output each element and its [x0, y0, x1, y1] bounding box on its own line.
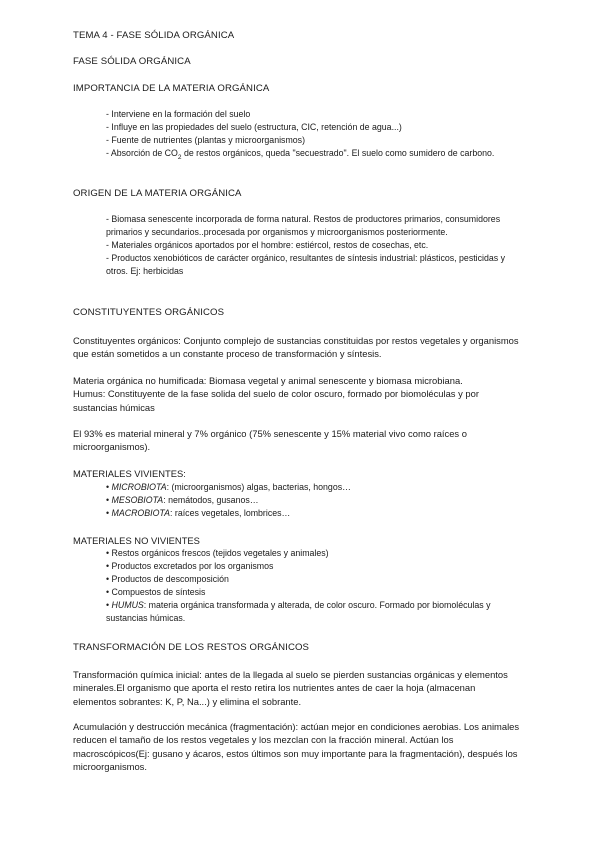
list-item: - Fuente de nutrientes (plantas y microorganismos) [106, 134, 305, 145]
heading-transformacion: TRANSFORMACIÓN DE LOS RESTOS ORGÁNICOS [73, 642, 310, 653]
definition: : (microorganismos) algas, bacterias, hongos… [166, 482, 351, 492]
list-item: - Interviene en la formación del suelo [106, 109, 251, 119]
co2-subscript: 2 [177, 153, 182, 161]
list-importancia [106, 108, 516, 160]
text-humus: Humus: Constituyente de la fase solida del suelo de color oscuro, formado por biomoléculas y por sustancias húmicas [73, 388, 479, 413]
term: MESOBIOTA [111, 494, 164, 505]
paragraph-constituyentes: Constituyentes orgánicos: Conjunto complejo de sustancias constituidas por restos vegetales y organismos que están sometidos a un constante proceso de transformación y síntesis. [73, 335, 519, 360]
list-origen [106, 213, 516, 278]
definition: : nemátodos, gusanos… [163, 494, 259, 505]
list-item-co2 [106, 147, 516, 160]
text-materia-no-humificada: Materia orgánica no humificada: Biomasa vegetal y animal senescente y biomasa microbiana. [73, 375, 463, 386]
bullet: • [106, 599, 112, 610]
term: MICROBIOTA [111, 482, 167, 492]
list-item: • Productos excretados por los organismos [106, 560, 274, 571]
paragraph-materia-humus [73, 374, 521, 414]
list-item [106, 481, 516, 494]
definition: : materia orgánica transformada y alterada, de color oscuro. Formado por biomoléculas y sustancias húmicas. [106, 599, 491, 623]
heading-constituyentes: CONSTITUYENTES ORGÁNICOS [73, 307, 225, 318]
bullet: • [106, 482, 112, 492]
list-item: - Influye en las propiedades del suelo (estructura, CIC, retención de agua...) [106, 121, 402, 132]
term: HUMUS [111, 599, 144, 610]
list-item [106, 494, 516, 507]
heading-importancia: IMPORTANCIA DE LA MATERIA ORGÁNICA [73, 83, 270, 94]
list-item: - Materiales orgánicos aportados por el hombre: estiércol, restos de cosechas, etc. [106, 239, 429, 250]
term: MACROBIOTA [111, 507, 171, 518]
list-item: • Productos de descomposición [106, 573, 229, 584]
bullet: • [106, 507, 112, 518]
list-item: • Compuestos de síntesis [106, 586, 206, 597]
paragraph-acumulacion: Acumulación y destrucción mecánica (fragmentación): actúan mejor en condiciones aerobias. Los animales reducen el tamaño de los restos vegetales y los mezclan con la fracción mineral. Actúan los macroscópicos(Ej: gusano y ácaros, estos últimos son muy importante para la fragmentación), después los microorganismos. [73, 721, 520, 772]
heading-vivientes: MATERIALES VIVIENTES: [73, 468, 186, 479]
co2-text-after: de restos orgánicos, queda "secuestrado". El suelo como sumidero de carbono. [181, 147, 495, 158]
list-item: - Biomasa senescente incorporada de forma natural. Restos de productores primarios, consumidores primarios y secundarios..procesada por organismos y microorganismos posteriormente. [106, 214, 501, 237]
list-item: • Restos orgánicos frescos (tejidos vegetales y animales) [106, 548, 329, 558]
list-item [106, 507, 516, 520]
heading-origen: ORIGEN DE LA MATERIA ORGÁNICA [73, 188, 242, 199]
co2-text-before: - Absorción de CO [106, 147, 178, 158]
list-vivientes [106, 481, 516, 520]
document-title: TEMA 4 - FASE SÓLIDA ORGÁNICA [73, 30, 235, 41]
list-item-humus [106, 599, 516, 625]
heading-no-vivientes: MATERIALES NO VIVIENTES [73, 535, 200, 546]
list-no-vivientes [106, 547, 516, 624]
paragraph-transformacion-quimica: Transformación química inicial: antes de la llegada al suelo se pierden sustancias orgánicas y elementos minerales.El organismo que aporta el resto retira los nutrientes antes de caer la hoja (almacenan elementos sobrantes: K, P, Na...) y elimina el sobrante. [73, 669, 508, 707]
definition: : raíces vegetales, lombrices… [170, 507, 291, 518]
list-item: - Productos xenobióticos de carácter orgánico, resultantes de síntesis industrial: plásticos, pesticidas y otros. Ej: herbicidas [106, 252, 505, 276]
bullet: • [106, 494, 112, 505]
document-subtitle: FASE SÓLIDA ORGÁNICA [73, 56, 191, 67]
paragraph-porcentajes: El 93% es material mineral y 7% orgánico (75% senescente y 15% material vivo como raíces o microorganismos). [73, 428, 467, 453]
